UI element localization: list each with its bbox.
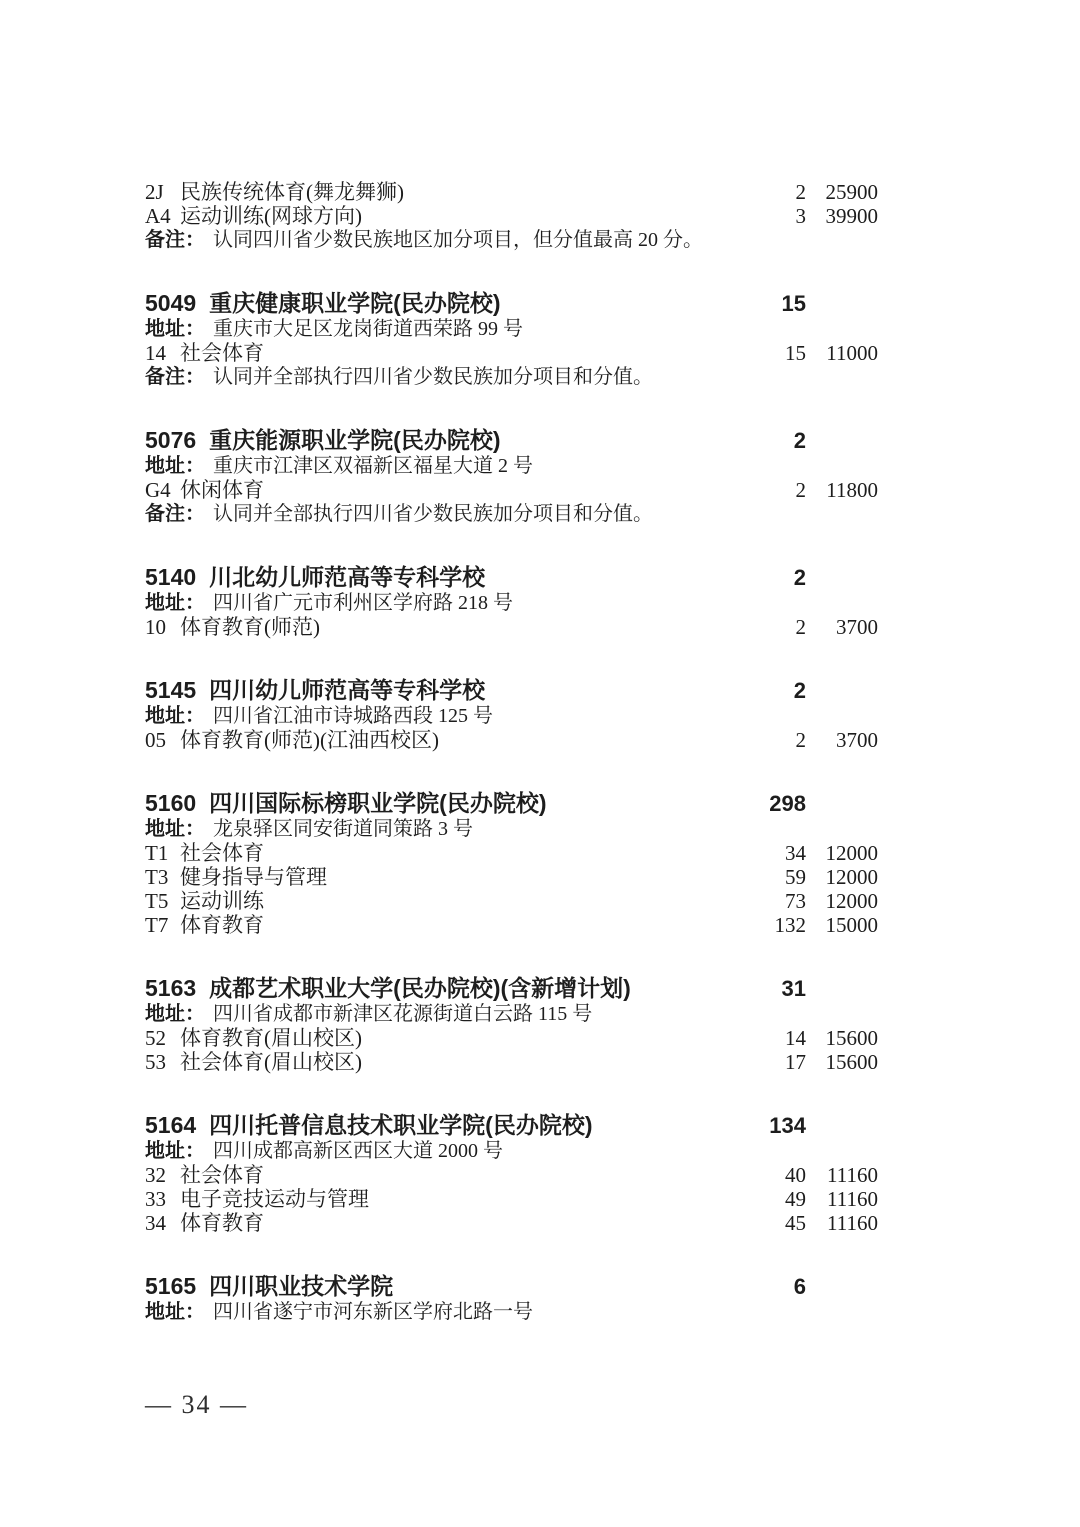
major-fee: 15600 bbox=[825, 1026, 878, 1050]
major-quota: 2 bbox=[795, 478, 806, 502]
major-code: 05 bbox=[145, 728, 166, 752]
major-fee: 11000 bbox=[826, 341, 878, 365]
remark-row bbox=[145, 502, 878, 526]
college-code: 5076 bbox=[145, 427, 197, 453]
college-section bbox=[145, 427, 878, 526]
college-section bbox=[145, 1273, 878, 1324]
major-row bbox=[145, 889, 878, 913]
address-text: 四川省成都市新津区花源街道白云路 115 号 bbox=[213, 1003, 593, 1025]
major-name: 休闲体育 bbox=[180, 478, 264, 502]
major-fee: 3700 bbox=[836, 728, 878, 752]
major-name: 健身指导与管理 bbox=[180, 865, 327, 889]
major-code: G4 bbox=[145, 478, 171, 502]
college-code: 5049 bbox=[145, 290, 197, 316]
college-header bbox=[145, 677, 878, 704]
address-text: 重庆市江津区双福新区福星大道 2 号 bbox=[213, 455, 533, 477]
major-quota: 2 bbox=[795, 615, 806, 639]
major-code: 52 bbox=[145, 1026, 166, 1050]
address-text: 四川省江油市诗城路西段 125 号 bbox=[213, 705, 493, 727]
major-fee: 15000 bbox=[825, 913, 878, 937]
address-label: 地址： bbox=[145, 318, 205, 340]
major-fee: 11160 bbox=[827, 1187, 878, 1211]
address-row bbox=[145, 317, 878, 341]
continued-college-block bbox=[145, 180, 878, 252]
major-code: 2J bbox=[145, 180, 164, 204]
college-code: 5164 bbox=[145, 1112, 197, 1138]
college-total-quota: 31 bbox=[781, 976, 806, 1001]
major-fee: 15600 bbox=[825, 1050, 878, 1074]
major-fee: 11160 bbox=[827, 1211, 878, 1235]
major-quota: 3 bbox=[795, 204, 806, 228]
major-quota: 2 bbox=[795, 728, 806, 752]
major-row bbox=[145, 1050, 878, 1074]
major-code: T1 bbox=[145, 841, 169, 865]
major-row bbox=[145, 341, 878, 365]
major-quota: 49 bbox=[785, 1187, 806, 1211]
major-quota: 40 bbox=[785, 1163, 806, 1187]
major-name: 社会体育 bbox=[180, 841, 264, 865]
major-row bbox=[145, 1026, 878, 1050]
major-quota: 14 bbox=[785, 1026, 806, 1050]
page-number: — 34 — bbox=[145, 1390, 248, 1419]
remark-label: 备注： bbox=[145, 366, 205, 388]
major-name: 体育教育 bbox=[180, 1211, 264, 1235]
major-row bbox=[145, 615, 878, 639]
college-name: 四川国际标榜职业学院(民办院校) bbox=[209, 790, 547, 816]
college-name: 重庆能源职业学院(民办院校) bbox=[209, 427, 501, 453]
remark-text: 认同并全部执行四川省少数民族加分项目和分值。 bbox=[213, 503, 653, 525]
major-quota: 17 bbox=[785, 1050, 806, 1074]
major-row bbox=[145, 478, 878, 502]
major-code: T3 bbox=[145, 865, 169, 889]
address-text: 四川省广元市利州区学府路 218 号 bbox=[213, 592, 513, 614]
college-name: 成都艺术职业大学(民办院校)(含新增计划) bbox=[209, 975, 631, 1001]
address-text: 重庆市大足区龙岗街道西荣路 99 号 bbox=[213, 318, 523, 340]
address-row bbox=[145, 1300, 878, 1324]
address-label: 地址： bbox=[145, 705, 205, 727]
college-header bbox=[145, 975, 878, 1002]
major-row bbox=[145, 865, 878, 889]
major-code: 53 bbox=[145, 1050, 166, 1074]
major-code: 33 bbox=[145, 1187, 166, 1211]
address-text: 四川省遂宁市河东新区学府北路一号 bbox=[213, 1301, 533, 1323]
remark-label: 备注： bbox=[145, 503, 205, 525]
major-code: 14 bbox=[145, 341, 166, 365]
remark-text: 认同四川省少数民族地区加分项目，但分值最高 20 分。 bbox=[213, 229, 703, 251]
major-fee: 12000 bbox=[825, 841, 878, 865]
college-total-quota: 2 bbox=[793, 678, 806, 703]
college-section bbox=[145, 290, 878, 389]
address-text: 四川成都高新区西区大道 2000 号 bbox=[213, 1140, 503, 1162]
major-code: A4 bbox=[145, 204, 171, 228]
major-name: 社会体育(眉山校区) bbox=[180, 1050, 362, 1074]
remark-row bbox=[145, 228, 878, 252]
college-total-quota: 15 bbox=[781, 291, 806, 316]
major-name: 电子竞技运动与管理 bbox=[180, 1187, 369, 1211]
major-row bbox=[145, 728, 878, 752]
address-label: 地址： bbox=[145, 1003, 205, 1025]
address-label: 地址： bbox=[145, 592, 205, 614]
college-total-quota: 298 bbox=[769, 791, 806, 816]
college-section bbox=[145, 677, 878, 752]
major-code: 32 bbox=[145, 1163, 166, 1187]
major-row bbox=[145, 1163, 878, 1187]
major-fee: 39900 bbox=[825, 204, 878, 228]
major-name: 社会体育 bbox=[180, 341, 264, 365]
major-fee: 12000 bbox=[825, 889, 878, 913]
major-code: T7 bbox=[145, 913, 169, 937]
major-fee: 25900 bbox=[825, 180, 878, 204]
college-name: 四川职业技术学院 bbox=[209, 1273, 394, 1299]
college-total-quota: 2 bbox=[793, 565, 806, 590]
major-name: 运动训练 bbox=[180, 889, 264, 913]
major-row bbox=[145, 204, 878, 228]
college-name: 四川托普信息技术职业学院(民办院校) bbox=[209, 1112, 593, 1138]
college-header bbox=[145, 427, 878, 454]
address-row bbox=[145, 591, 878, 615]
college-section bbox=[145, 790, 878, 937]
college-code: 5140 bbox=[145, 564, 197, 590]
address-label: 地址： bbox=[145, 1301, 205, 1323]
major-name: 体育教育 bbox=[180, 913, 264, 937]
address-text: 龙泉驿区同安街道同策路 3 号 bbox=[213, 818, 473, 840]
college-header bbox=[145, 790, 878, 817]
major-code: 10 bbox=[145, 615, 166, 639]
major-fee: 11160 bbox=[827, 1163, 878, 1187]
college-total-quota: 134 bbox=[769, 1113, 806, 1138]
major-row bbox=[145, 1211, 878, 1235]
college-code: 5160 bbox=[145, 790, 197, 816]
remark-label: 备注： bbox=[145, 229, 205, 251]
college-header bbox=[145, 1112, 878, 1139]
college-name: 重庆健康职业学院(民办院校) bbox=[209, 290, 501, 316]
major-row bbox=[145, 913, 878, 937]
major-quota: 73 bbox=[785, 889, 806, 913]
major-quota: 15 bbox=[785, 341, 806, 365]
major-row bbox=[145, 841, 878, 865]
major-name: 体育教育(师范) bbox=[180, 615, 320, 639]
college-total-quota: 2 bbox=[793, 428, 806, 453]
remark-row bbox=[145, 365, 878, 389]
college-code: 5165 bbox=[145, 1273, 197, 1299]
address-label: 地址： bbox=[145, 1140, 205, 1162]
college-code: 5145 bbox=[145, 677, 197, 703]
major-fee: 11800 bbox=[826, 478, 878, 502]
college-header bbox=[145, 290, 878, 317]
college-name: 四川幼儿师范高等专科学校 bbox=[209, 677, 486, 703]
address-row bbox=[145, 704, 878, 728]
major-quota: 132 bbox=[774, 913, 806, 937]
major-name: 社会体育 bbox=[180, 1163, 264, 1187]
address-row bbox=[145, 454, 878, 478]
major-code: 34 bbox=[145, 1211, 166, 1235]
college-section bbox=[145, 975, 878, 1074]
college-section bbox=[145, 1112, 878, 1235]
remark-text: 认同并全部执行四川省少数民族加分项目和分值。 bbox=[213, 366, 653, 388]
address-label: 地址： bbox=[145, 818, 205, 840]
major-quota: 59 bbox=[785, 865, 806, 889]
major-quota: 45 bbox=[785, 1211, 806, 1235]
major-row bbox=[145, 1187, 878, 1211]
college-total-quota: 6 bbox=[793, 1274, 806, 1299]
college-header bbox=[145, 564, 878, 591]
major-name: 体育教育(眉山校区) bbox=[180, 1026, 362, 1050]
college-code: 5163 bbox=[145, 975, 197, 1001]
major-quota: 34 bbox=[785, 841, 806, 865]
major-name: 体育教育(师范)(江油西校区) bbox=[180, 728, 439, 752]
address-row bbox=[145, 1002, 878, 1026]
college-header bbox=[145, 1273, 878, 1300]
college-name: 川北幼儿师范高等专科学校 bbox=[209, 564, 486, 590]
page-content bbox=[145, 180, 878, 1324]
major-row bbox=[145, 180, 878, 204]
address-label: 地址： bbox=[145, 455, 205, 477]
major-fee: 12000 bbox=[825, 865, 878, 889]
major-name: 运动训练(网球方向) bbox=[180, 204, 362, 228]
address-row bbox=[145, 817, 878, 841]
major-quota: 2 bbox=[795, 180, 806, 204]
address-row bbox=[145, 1139, 878, 1163]
major-name: 民族传统体育(舞龙舞狮) bbox=[180, 180, 404, 204]
major-fee: 3700 bbox=[836, 615, 878, 639]
major-code: T5 bbox=[145, 889, 169, 913]
college-section bbox=[145, 564, 878, 639]
